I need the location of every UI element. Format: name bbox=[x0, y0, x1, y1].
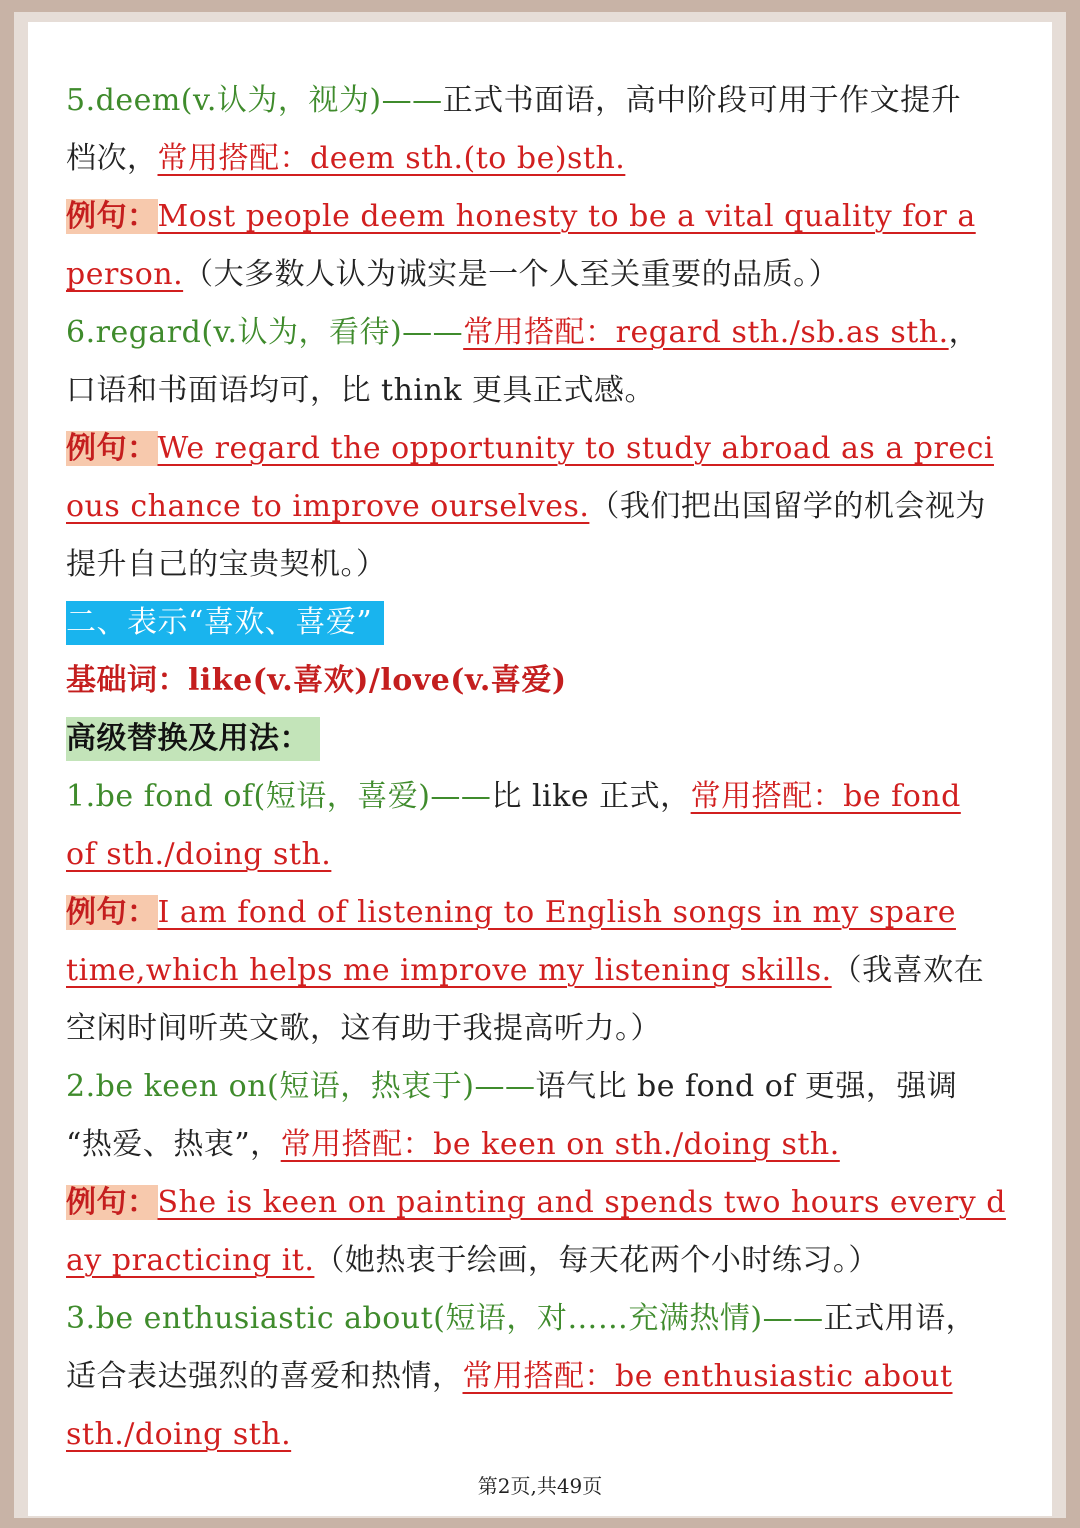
section-2-line bbox=[66, 594, 1016, 652]
deem-example-cont: person. bbox=[66, 257, 184, 292]
regard-collocation: 常用搭配：regard sth./sb.as sth. bbox=[463, 315, 949, 350]
page-content bbox=[66, 72, 1016, 1464]
keen-line-1 bbox=[66, 1058, 1016, 1116]
regard-line-2 bbox=[66, 362, 1016, 420]
page-number: 第2页,共49页 bbox=[477, 1474, 603, 1498]
regard-translation-cont: 提升自己的宝贵契机。） bbox=[66, 547, 387, 582]
enthusiastic-line-2 bbox=[66, 1348, 1016, 1406]
enthusiastic-description-cont: 适合表达强烈的喜爱和热情， bbox=[66, 1359, 463, 1394]
regard-example-cont: ous chance to improve ourselves. bbox=[66, 489, 590, 524]
enthusiastic-line-3 bbox=[66, 1406, 1016, 1464]
deem-description: 正式书面语，高中阶段可用于作文提升 bbox=[442, 83, 962, 118]
base-words-line bbox=[66, 652, 1016, 710]
fond-example-line-2 bbox=[66, 942, 1016, 1000]
document-page bbox=[28, 22, 1052, 1516]
fond-collocation: 常用搭配：be fond bbox=[690, 779, 961, 814]
enthusiastic-line-1 bbox=[66, 1290, 1016, 1348]
fond-example: I am fond of listening to English songs in my spare bbox=[157, 895, 956, 930]
section-2-title: 二、表示“喜欢、喜爱” bbox=[66, 601, 384, 645]
keen-example-line-2 bbox=[66, 1232, 1016, 1290]
fond-line-1 bbox=[66, 768, 1016, 826]
regard-example-line-2 bbox=[66, 478, 1016, 536]
deem-example-line-2 bbox=[66, 246, 1016, 304]
fond-example-cont: time,which helps me improve my listening skills. bbox=[66, 953, 832, 988]
regard-line-1 bbox=[66, 304, 1016, 362]
deem-example: Most people deem honesty to be a vital quality for a bbox=[157, 199, 976, 234]
example-label: 例句： bbox=[66, 895, 158, 930]
enthusiastic-heading: 3.be enthusiastic about(短语，对……充满热情)—— bbox=[66, 1301, 824, 1336]
keen-description-cont: “热爱、热衷”， bbox=[66, 1127, 281, 1162]
keen-example: She is keen on painting and spends two hours every d bbox=[157, 1185, 1006, 1220]
fond-example-line-3 bbox=[66, 1000, 1016, 1058]
example-label: 例句： bbox=[66, 1185, 158, 1220]
regard-description: 口语和书面语均可，比 think 更具正式感。 bbox=[66, 373, 656, 408]
fond-heading: 1.be fond of(短语，喜爱)—— bbox=[66, 779, 492, 814]
deem-heading: 5.deem(v.认为，视为)—— bbox=[66, 83, 443, 118]
fond-collocation-cont: of sth./doing sth. bbox=[66, 837, 332, 872]
advanced-line bbox=[66, 710, 1016, 768]
keen-heading: 2.be keen on(短语，热衷于)—— bbox=[66, 1069, 536, 1104]
regard-heading: 6.regard(v.认为，看待)—— bbox=[66, 315, 464, 350]
regard-example: We regard the opportunity to study abroad as a preci bbox=[157, 431, 994, 466]
fond-example-line-1 bbox=[66, 884, 1016, 942]
fond-description: 比 like 正式， bbox=[491, 779, 691, 814]
keen-collocation: 常用搭配：be keen on sth./doing sth. bbox=[280, 1127, 840, 1162]
deem-translation: （大多数人认为诚实是一个人至关重要的品质。） bbox=[183, 257, 840, 292]
enthusiastic-collocation: 常用搭配：be enthusiastic about bbox=[462, 1359, 953, 1394]
fond-line-2 bbox=[66, 826, 1016, 884]
fond-translation-cont: 空闲时间听英文歌，这有助于我提高听力。） bbox=[66, 1011, 661, 1046]
enthusiastic-description: 正式用语， bbox=[823, 1301, 977, 1336]
base-words: 基础词：like(v.喜欢)/love(v.喜爱) bbox=[66, 663, 567, 698]
example-label: 例句： bbox=[66, 431, 158, 466]
deem-line-2 bbox=[66, 130, 1016, 188]
regard-example-line-1 bbox=[66, 420, 1016, 478]
regard-comma: ， bbox=[948, 315, 980, 350]
keen-line-2 bbox=[66, 1116, 1016, 1174]
keen-description: 语气比 be fond of 更强，强调 bbox=[535, 1069, 958, 1104]
regard-translation: （我们把出国留学的机会视为 bbox=[589, 489, 986, 524]
deem-collocation: 常用搭配：deem sth.(to be)sth. bbox=[157, 141, 626, 176]
fond-translation: （我喜欢在 bbox=[831, 953, 985, 988]
deem-example-line-1 bbox=[66, 188, 1016, 246]
keen-example-line-1 bbox=[66, 1174, 1016, 1232]
example-label: 例句： bbox=[66, 199, 158, 234]
enthusiastic-collocation-cont: sth./doing sth. bbox=[66, 1417, 292, 1452]
keen-example-cont: ay practicing it. bbox=[66, 1243, 315, 1278]
keen-translation: （她热衷于绘画，每天花两个小时练习。） bbox=[314, 1243, 879, 1278]
regard-example-line-3 bbox=[66, 536, 1016, 594]
deem-line-1 bbox=[66, 72, 1016, 130]
advanced-heading: 高级替换及用法： bbox=[66, 717, 320, 761]
deem-description-cont: 档次， bbox=[66, 141, 158, 176]
